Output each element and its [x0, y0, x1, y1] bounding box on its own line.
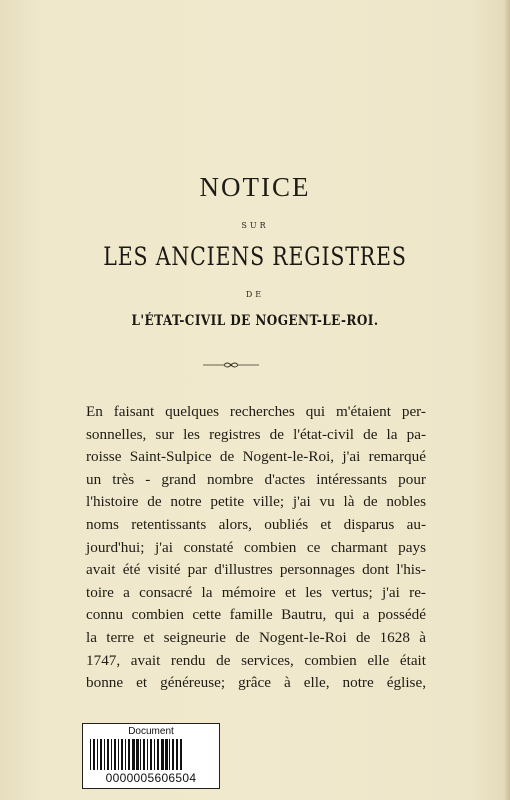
barcode-bar: [169, 739, 170, 770]
body-line: l'histoire de notre petite ville; j'ai vu là de nobles: [86, 493, 426, 511]
barcode-bar: [136, 739, 139, 770]
barcode-bar: [176, 739, 178, 770]
barcode-bar: [90, 739, 91, 770]
barcode-bar: [128, 739, 130, 770]
body-line: avait été visité par d'illustres personnages dont l'his-: [86, 561, 426, 579]
ornament-divider-icon: [203, 360, 259, 370]
barcode-bar: [165, 739, 168, 770]
body-line: un très - grand nombre d'actes intéressants pour: [86, 470, 426, 488]
barcode-bar: [125, 739, 126, 770]
page-edge-shadow: [504, 0, 510, 800]
barcode-bar: [97, 739, 98, 770]
body-line: sonnelles, sur les registres de l'état-civil de la pa-: [86, 425, 426, 443]
barcode-bar: [121, 739, 123, 770]
barcode-bar: [107, 739, 109, 770]
barcode-bar: [157, 739, 159, 770]
body-line: bonne et généreuse; grâce à elle, notre église,: [86, 674, 426, 692]
body-line: 1747, avait rendu de services, combien elle était: [86, 651, 426, 669]
body-line: toire a consacré la mémoire et les vertus; j'ai re-: [86, 583, 426, 601]
barcode-icon: [89, 739, 213, 770]
barcode-label: Document: [128, 726, 174, 737]
barcode-bar: [172, 739, 174, 770]
body-line: jourd'hui; j'ai constaté combien ce charmant pays: [86, 538, 426, 556]
barcode-bar: [111, 739, 112, 770]
barcode-bar: [147, 739, 148, 770]
title-sur: SUR: [241, 221, 269, 230]
barcode-sticker: [82, 723, 220, 789]
barcode-bar: [104, 739, 105, 770]
barcode-number: 0000005606504: [105, 771, 197, 785]
barcode-bar: [100, 739, 102, 770]
title-anciens-registres: LES ANCIENS REGISTRES: [103, 242, 407, 271]
title-notice: NOTICE: [199, 172, 311, 202]
barcode-bar: [143, 739, 145, 770]
barcode-bar: [161, 739, 164, 770]
barcode-bar: [93, 739, 95, 770]
body-line: roisse Saint-Sulpice de Nogent-le-Roi, j'ai remarqué: [86, 448, 426, 466]
barcode-bar: [140, 739, 141, 770]
body-line: la terre et seigneurie de Nogent-le-Roi de 1628 à: [86, 628, 426, 646]
barcode-bar: [132, 739, 135, 770]
body-paragraph: [86, 401, 426, 695]
barcode-bar: [154, 739, 155, 770]
body-line: En faisant quelques recherches qui m'étaient per-: [86, 403, 426, 420]
body-line: noms retentissants alors, oubliés et disparus au-: [86, 515, 426, 533]
title-de: DE: [245, 290, 265, 299]
barcode-bar: [114, 739, 116, 770]
barcode-bar: [150, 739, 152, 770]
title-etat-civil: L'ÉTAT-CIVIL DE NOGENT-LE-ROI.: [131, 313, 379, 329]
barcode-bar: [118, 739, 119, 770]
barcode-bar: [180, 739, 182, 770]
body-line: connu combien cette famille Bautru, qui a possédé: [86, 606, 426, 624]
